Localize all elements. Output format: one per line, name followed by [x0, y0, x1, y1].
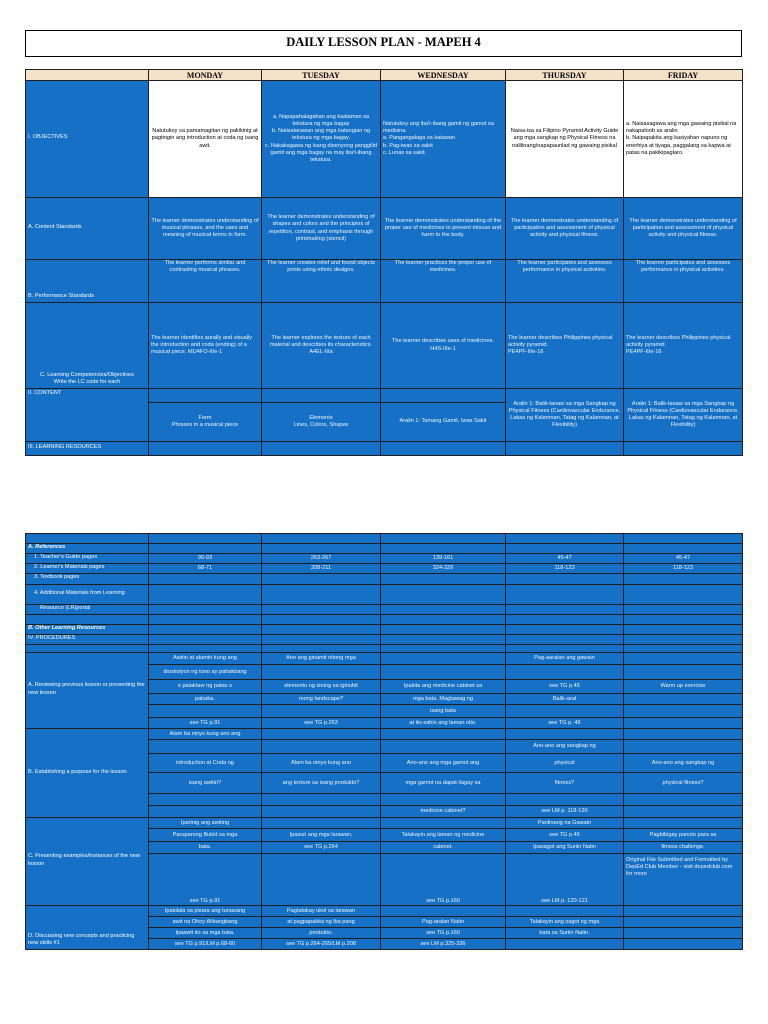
review-cell: o palaktaw ng patas o: [149, 680, 262, 694]
header-blank: [26, 70, 149, 81]
purpose-cell: [381, 794, 506, 806]
purpose-cell: [624, 794, 743, 806]
purpose-cell: Alam ba ninyo kung ano: [262, 754, 381, 773]
review-cell: [381, 665, 506, 680]
content-blank-wednesday: [381, 389, 506, 403]
review-cell: [262, 665, 381, 680]
competencies-label-cell: [26, 303, 149, 389]
lesson-plan-table-bottom: [25, 533, 743, 950]
references-label: A. References: [26, 544, 149, 554]
tg-wednesday: 139-161: [381, 554, 506, 564]
review-cell: see TG p.263: [262, 718, 381, 729]
presenting-cell: [262, 854, 381, 906]
purpose-cell: mga gamot na dapat ilagay sa: [381, 773, 506, 794]
blank-row-mid: [26, 614, 743, 624]
content-tuesday: Elements Lines, Colors, Shapes: [262, 403, 381, 442]
discussing-cell: Talakayin ang sagot ng mga: [506, 917, 624, 928]
performance-standards-thursday: The learner participates and assesses performance in physical activities.: [506, 260, 624, 303]
performance-standards-wednesday: The learner practices the proper use of medicines.: [381, 260, 506, 303]
review-cell: Balik-aral: [506, 694, 624, 705]
purpose-cell: [262, 794, 381, 806]
review-cell: isang bata: [381, 705, 506, 718]
tg-monday: 90-93: [149, 554, 262, 564]
purpose-cell: [624, 740, 743, 754]
presenting-cell: [262, 818, 381, 829]
purpose-cell: [149, 806, 262, 818]
content-wednesday: Aralin 1: Tamang Gamit, Iwas Sakit: [381, 403, 506, 442]
references-row: [26, 544, 743, 554]
performance-standards-friday: The learner participates and assesses performance in physical activities.: [624, 260, 743, 303]
procedures-row: [26, 634, 743, 644]
day-header-friday: FRIDAY: [624, 70, 743, 81]
content-standards-wednesday: The learner demonstrates understanding of the proper use of medicines to prevent misuse and harm to the body.: [381, 198, 506, 260]
review-cell: [624, 665, 743, 680]
purpose-cell: isang awitin?: [149, 773, 262, 794]
competencies-friday: The learner describes Philippines physical activity pyramid. PE4PF-IIIe-16: [624, 303, 743, 389]
review-row: [26, 653, 743, 665]
review-cell: [506, 705, 624, 718]
presenting-cell: see TG p.160: [381, 854, 506, 906]
content-standards-monday: The learner demonstrates understanding of musical phrases, and the uses and meaning of musical terms in form.: [149, 198, 262, 260]
review-cell: elemento ng sining sa iginuhit: [262, 680, 381, 694]
blank-row-top: [26, 534, 743, 544]
content-standards-thursday: The learner demonstrates understanding of participation and assessment of physical activity and physical fitness.: [506, 198, 624, 260]
objectives-friday: a. Naisasagawa ang mga gawaing pisikal na nakapaloob sa aralin b. Naipapakita ang kasiyahan napuno ng enerhiya at tiyaga, paggalang sa kapwa at patas na pakikipaglaro.: [624, 81, 743, 198]
purpose-cell: physical: [506, 754, 624, 773]
purpose-cell: [624, 729, 743, 740]
teachers-guide-row: [26, 554, 743, 564]
purpose-cell: Alam ba ninyo kung ano ang: [149, 729, 262, 740]
purpose-cell: [262, 806, 381, 818]
competencies-sublabel: Write the LC code for each: [53, 378, 121, 385]
content-standards-row: [26, 198, 743, 260]
discussing-cell: [624, 928, 743, 939]
discussing-cell: [624, 906, 743, 917]
learning-resources-label: III. LEARNING RESOURCES: [26, 442, 149, 456]
presenting-cell: cabinet.: [381, 842, 506, 854]
review-cell: [381, 653, 506, 665]
tg-tuesday: 263-267: [262, 554, 381, 564]
review-cell: at ito-sahin ang laman nito.: [381, 718, 506, 729]
tg-friday: 45-47: [624, 554, 743, 564]
discussing-cell: Pag-aralan Natin: [381, 917, 506, 928]
discussing-label: D. Discussing new concepts and practicing new skills #1: [26, 906, 149, 950]
review-cell: pababa.: [149, 694, 262, 705]
performance-standards-row: [26, 260, 743, 303]
additional-materials-row: [26, 584, 743, 604]
presenting-cell: Iparinig ang awiting: [149, 818, 262, 829]
presenting-cell: see TG p.264: [262, 842, 381, 854]
purpose-cell: ang texture sa isang produkto?: [262, 773, 381, 794]
discussing-cell: see TG p.160: [381, 928, 506, 939]
presenting-cell: bata.: [149, 842, 262, 854]
discussing-cell: see TG p.264-265/LM p.208: [262, 939, 381, 950]
day-header-monday: MONDAY: [149, 70, 262, 81]
purpose-cell: [381, 740, 506, 754]
competencies-tuesday: The learner explores the texture of each material and describes its characteristics. A4EL-IIIa: [262, 303, 381, 389]
objectives-row: [26, 81, 743, 198]
review-cell: Ano ang ginamit nitong mga: [262, 653, 381, 665]
lm-tuesday: 208-211: [262, 564, 381, 574]
discussing-cell: awit na Ohoy Alibangbang: [149, 917, 262, 928]
presenting-cell: see TG p.91: [149, 854, 262, 906]
day-header-thursday: THURSDAY: [506, 70, 624, 81]
content-row-a: [26, 389, 743, 403]
objectives-label: I. OBJECTIVES: [26, 81, 149, 198]
resource-portal-row: [26, 604, 743, 614]
discussing-cell: see TG p.91/LM p.68-60: [149, 939, 262, 950]
day-header-tuesday: TUESDAY: [262, 70, 381, 81]
purpose-cell: [506, 794, 624, 806]
purpose-row: [26, 729, 743, 740]
performance-standards-tuesday: The learner creates relief and found objects prints using ethnic designs.: [262, 260, 381, 303]
purpose-cell: [506, 729, 624, 740]
additional-materials-label: 4. Additional Materials from Learning: [26, 584, 149, 604]
purpose-label: B. Establishing a purpose for the lesson: [26, 729, 149, 818]
purpose-cell: medicine cabinet?: [381, 806, 506, 818]
content-monday: Form Phrases in a musical piece: [149, 403, 262, 442]
performance-standards-label: B. Performance Standards: [26, 260, 149, 303]
review-label: A. Reviewing previous lesson or presenting the new lesson: [26, 653, 149, 729]
objectives-tuesday: a. Napapahalagahan ang kaalaman sa tekstura ng mga bagay b. Naiisalarawan ang mga katangian ng tekstura ng mga bagay. c. Nakakagawa ng isang disenyong panggilid gamit ang mga bagay na may iba't-ibang tekstura.: [262, 81, 381, 198]
content-thursday: Aralin 1: Balik-tanaw sa mga Sangkap ng Physical Fitness (Cardiovascular Endurance, Lakas ng Kalamnan, Tatag ng Kalamnan, at Flexibility): [506, 389, 624, 442]
discussing-cell: bata sa Suriin Natin.: [506, 928, 624, 939]
review-cell: Pag-aaralan ang gawain: [506, 653, 624, 665]
review-cell: see TG p.91: [149, 718, 262, 729]
review-cell: dioskolyon ng tono ay pahakbang: [149, 665, 262, 680]
purpose-cell: see LM p. 118-120: [506, 806, 624, 818]
review-cell: [262, 705, 381, 718]
review-cell: mga bata. Magtawag ng: [381, 694, 506, 705]
lm-friday: 118-123: [624, 564, 743, 574]
discussing-cell: see LM p.325-326: [381, 939, 506, 950]
discussing-cell: at pagpapakita ng iba pang: [262, 917, 381, 928]
review-cell: [149, 705, 262, 718]
purpose-cell: [381, 729, 506, 740]
presenting-cell: Talakayin ang laman ng medicine: [381, 829, 506, 842]
discussing-cell: [381, 906, 506, 917]
review-cell: [506, 665, 624, 680]
tg-thursday: 45-47: [506, 554, 624, 564]
day-header-wednesday: WEDNESDAY: [381, 70, 506, 81]
textbook-row: [26, 574, 743, 584]
deped-club-note: Original File Submitted and Formatted by DepEd Club Member - visit depedclub.com for more: [624, 854, 743, 906]
presenting-cell: Panlinang na Gawain: [506, 818, 624, 829]
content-standards-friday: The learner demonstrates understanding of participation and assessment of physical activity and physical fitness.: [624, 198, 743, 260]
review-cell: mong landscape?: [262, 694, 381, 705]
lm-monday: 68-71: [149, 564, 262, 574]
purpose-cell: fitness?: [506, 773, 624, 794]
objectives-monday: Natutukoy sa pamamagitan ng pakikinig at pagtingin ang introduction at coda ng isang awit.: [149, 81, 262, 198]
presenting-cell: see TG p.46: [506, 829, 624, 842]
competencies-wednesday: The learner describes uses of medicines. H4S-IIIe-1: [381, 303, 506, 389]
performance-standards-monday: The learner performs similar and contrasting musical phrases.: [149, 260, 262, 303]
purpose-cell: [262, 729, 381, 740]
content-blank-monday: [149, 389, 262, 403]
discussing-cell: Ipakilala sa pisara ang tunasang: [149, 906, 262, 917]
purpose-cell: physical fitness?: [624, 773, 743, 794]
review-cell: [624, 705, 743, 718]
discussing-cell: Pagtalakay ukol sa larawan: [262, 906, 381, 917]
review-cell: Ipakita ang medicine cabinet sa: [381, 680, 506, 694]
presenting-cell: Pagbibigay panuto para sa: [624, 829, 743, 842]
learning-resources-row: [26, 442, 743, 456]
competencies-label: C. Learning Competencies/Objectives: [40, 371, 134, 378]
learners-materials-label: 2. Learner's Materials pages: [26, 564, 149, 574]
review-cell: [624, 694, 743, 705]
page-title: DAILY LESSON PLAN - MAPEH 4: [25, 30, 742, 57]
objectives-thursday: Naisa-isa sa Filipino Pyramid Activity Guide ang mga sangkap ng Physical Fitness na nalilinang/napapaunlad ng gawaing pisikal: [506, 81, 624, 198]
discussing-cell: [506, 939, 624, 950]
competencies-monday: The learner identifies aurally and visually the introduction and coda (ending) of a musical piece. MU4FO-IIIe-1: [149, 303, 262, 389]
discussing-cell: [624, 939, 743, 950]
review-cell: [624, 718, 743, 729]
review-cell: see TG p. 46: [506, 718, 624, 729]
purpose-cell: [149, 794, 262, 806]
content-blank-tuesday: [262, 389, 381, 403]
content-standards-label: A. Content Standards: [26, 198, 149, 260]
purpose-cell: Ano-ano ang sangkap ng: [506, 740, 624, 754]
review-cell: [624, 653, 743, 665]
presenting-cell: fitness challenge.: [624, 842, 743, 854]
review-cell: Awitin at alamin kung ang: [149, 653, 262, 665]
textbook-label: 3. Textbook pages: [26, 574, 149, 584]
presenting-cell: [624, 818, 743, 829]
discussing-cell: [506, 906, 624, 917]
resource-portal-label: Resource (LR)portal: [26, 604, 149, 614]
presenting-row: [26, 818, 743, 829]
lm-thursday: 118-123: [506, 564, 624, 574]
presenting-cell: Ipasuri ang mga larawan.: [262, 829, 381, 842]
purpose-cell: Ano-ano ang mga gamot ang: [381, 754, 506, 773]
presenting-cell: Ipasagot ang Suriin Natin: [506, 842, 624, 854]
presenting-cell: Paruparong Bukid sa mga: [149, 829, 262, 842]
content-friday: Aralin 1: Balik-tanaw sa mga Sangkap ng Physical Fitness (Cardiovascular Endurance, Lakas ng Kalamnan, Tatag ng Kalamnan, at Flexibility): [624, 389, 743, 442]
purpose-cell: [262, 740, 381, 754]
lesson-plan-table-top: [25, 69, 743, 456]
discussing-row: [26, 906, 743, 917]
purpose-cell: [624, 806, 743, 818]
discussing-cell: [624, 917, 743, 928]
review-cell: see TG p.45: [506, 680, 624, 694]
other-resources-label: B. Other Learning Resources: [26, 624, 149, 634]
purpose-cell: Ano-ano ang sangkap ng: [624, 754, 743, 773]
review-cell: Warm up exercise: [624, 680, 743, 694]
presenting-cell: see LM p. 120-121: [506, 854, 624, 906]
competencies-thursday: The learner describes Philippines physical activity pyramid. PE4PF-IIIe-16: [506, 303, 624, 389]
presenting-label: C. Presenting examples/instances of the new lesson: [26, 818, 149, 906]
competencies-row: [26, 303, 743, 389]
teachers-guide-label: 1. Teacher's Guide pages: [26, 554, 149, 564]
purpose-cell: introduction at Coda ng: [149, 754, 262, 773]
discussing-cell: Ipaawit ito sa mga bata.: [149, 928, 262, 939]
purpose-cell: [149, 740, 262, 754]
learners-materials-row: [26, 564, 743, 574]
presenting-cell: [381, 818, 506, 829]
days-header-row: [26, 70, 743, 81]
other-resources-row: [26, 624, 743, 634]
discussing-cell: produkto.: [262, 928, 381, 939]
lm-wednesday: 324-329: [381, 564, 506, 574]
objectives-wednesday: Natutukoy ang iba't-ibang gamit ng gamot sa medisina. a. Pangangalaga sa katawan b. Pag-iwas sa sakit c. Lunas sa sakit.: [381, 81, 506, 198]
content-standards-tuesday: The learner demonstrates understanding of shapes and colors and the principles of repetition, contrast, and emphasis through printmaking (stencil): [262, 198, 381, 260]
content-label: II. CONTENT: [26, 389, 149, 442]
procedures-spacer-row: [26, 645, 743, 653]
procedures-label: IV. PROCEDURES: [26, 634, 149, 644]
